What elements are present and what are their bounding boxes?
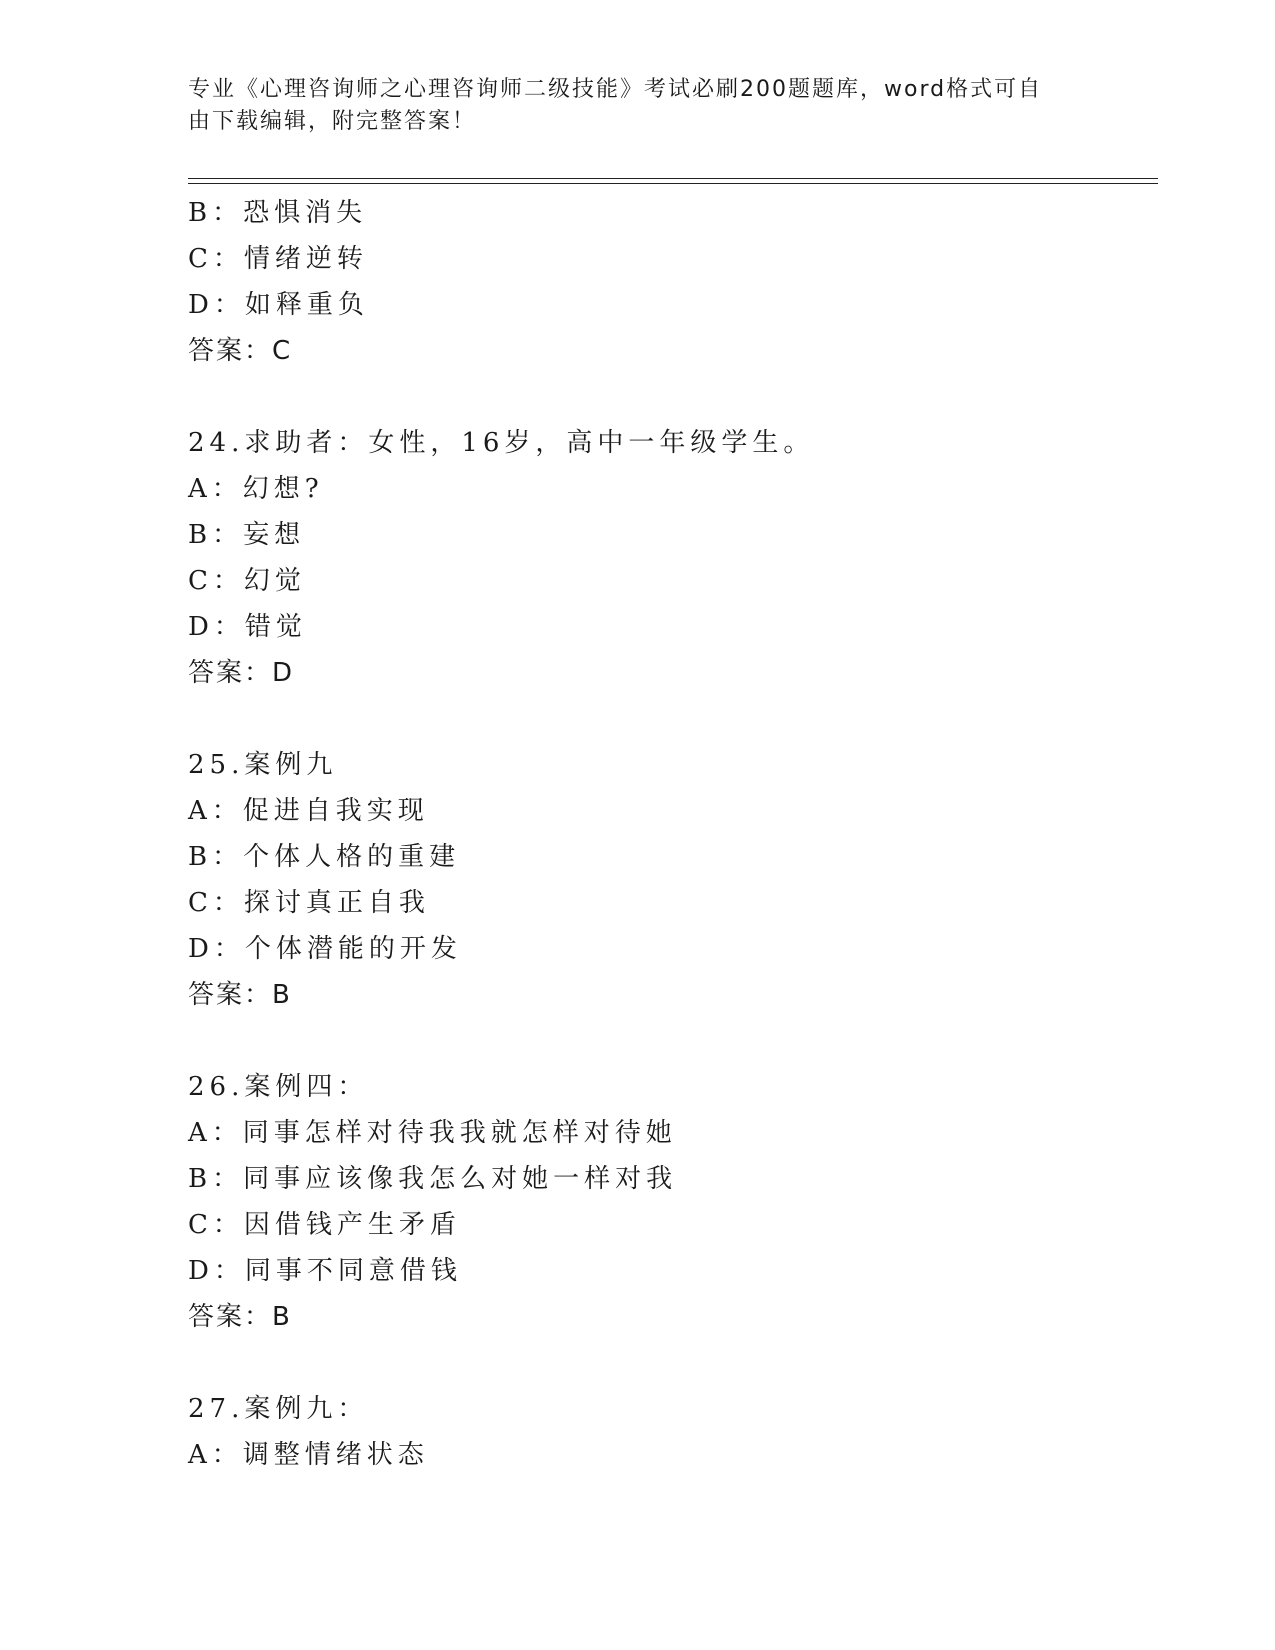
question-block-27 bbox=[188, 1386, 1158, 1478]
option-c: C：探讨真正自我 bbox=[188, 888, 430, 918]
question-stem: 24.求助者：女性，16岁，高中一年级学生。 bbox=[188, 428, 815, 458]
answer-line: 答案：B bbox=[188, 1302, 292, 1332]
option-b: B：个体人格的重建 bbox=[188, 842, 461, 872]
answer-line: 答案：C bbox=[188, 336, 293, 366]
question-block-26 bbox=[188, 1064, 1158, 1340]
header-line-2: 由下载编辑，附完整答案！ bbox=[188, 109, 477, 134]
header-line-1: 专业《心理咨询师之心理咨询师二级技能》考试必刷200题题库，word格式可自 bbox=[188, 77, 1043, 102]
question-stem: 27.案例九： bbox=[188, 1394, 369, 1424]
question-stem: 25.案例九 bbox=[188, 750, 338, 780]
option-d: D：错觉 bbox=[188, 612, 307, 642]
option-a: A：促进自我实现 bbox=[188, 796, 429, 826]
question-stem: 26.案例四： bbox=[188, 1072, 369, 1102]
answer-line: 答案：D bbox=[188, 658, 295, 688]
option-b: B：妄想 bbox=[188, 520, 306, 550]
option-a: A：幻想? bbox=[188, 474, 324, 504]
option-a: A：同事怎样对待我我就怎样对待她 bbox=[188, 1118, 677, 1148]
question-list bbox=[188, 190, 1158, 1478]
option-a: A：调整情绪状态 bbox=[188, 1440, 429, 1470]
option-d: D：同事不同意借钱 bbox=[188, 1256, 462, 1286]
answer-line: 答案：B bbox=[188, 980, 292, 1010]
option-b: B：恐惧消失 bbox=[188, 198, 368, 228]
question-block-25 bbox=[188, 742, 1158, 1018]
option-b: B：同事应该像我怎么对她一样对我 bbox=[188, 1164, 678, 1194]
question-block-24 bbox=[188, 420, 1158, 696]
option-c: C：情绪逆转 bbox=[188, 244, 368, 274]
header-rule-top bbox=[188, 178, 1158, 179]
header-rule-bottom bbox=[188, 183, 1158, 184]
option-c: C：因借钱产生矛盾 bbox=[188, 1210, 461, 1240]
option-d: D：个体潜能的开发 bbox=[188, 934, 462, 964]
option-c: C：幻觉 bbox=[188, 566, 306, 596]
question-block-prev bbox=[188, 190, 1158, 374]
document-header bbox=[188, 74, 1068, 138]
option-d: D：如释重负 bbox=[188, 290, 369, 320]
